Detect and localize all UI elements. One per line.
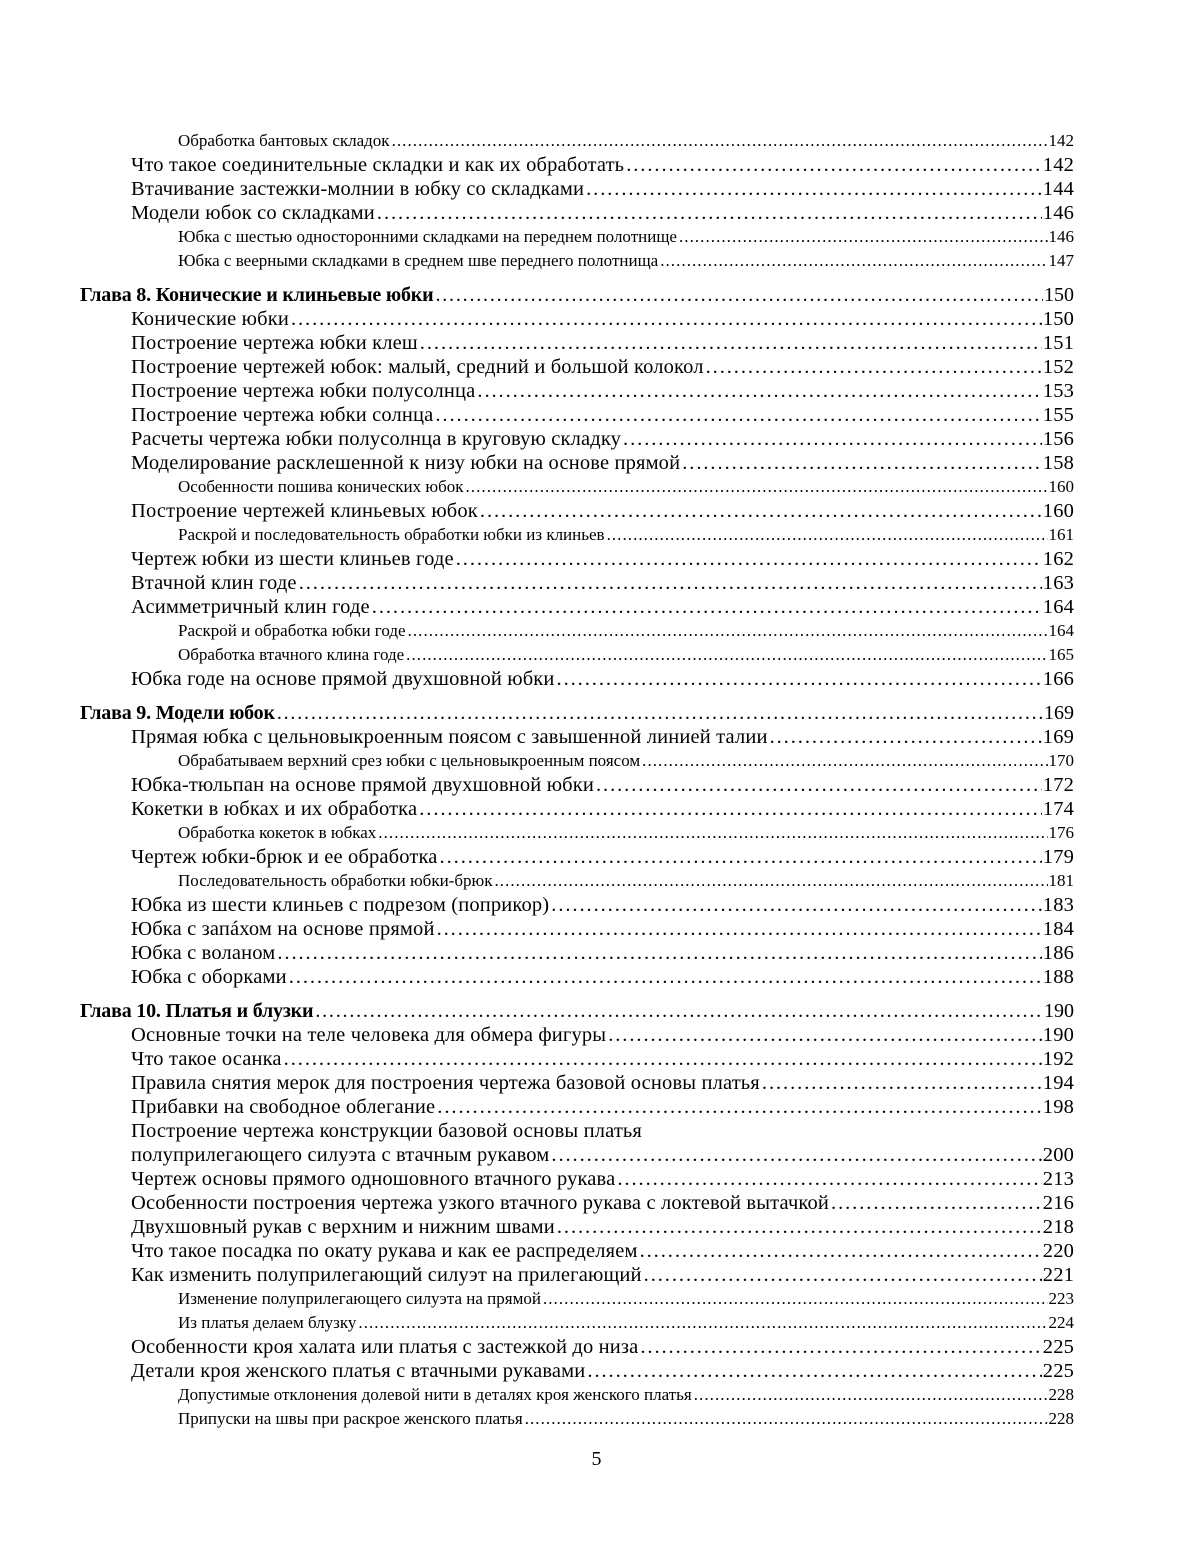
toc-leader-dots bbox=[456, 547, 1042, 571]
toc-entry[interactable] bbox=[131, 1263, 1074, 1287]
toc-entry[interactable] bbox=[178, 643, 1074, 667]
toc-entry-page: 158 bbox=[1042, 452, 1074, 474]
toc-entry-title: Юбка с веерными складками в среднем шве переднего полотнища bbox=[178, 251, 659, 270]
toc-leader-dots bbox=[607, 523, 1048, 547]
toc-entry-page: 147 bbox=[1048, 251, 1074, 270]
toc-entry[interactable] bbox=[131, 1119, 1074, 1143]
toc-leader-dots bbox=[477, 379, 1041, 403]
toc-entry-page: 156 bbox=[1042, 428, 1074, 450]
toc-leader-dots bbox=[419, 797, 1042, 821]
toc-leader-dots bbox=[277, 701, 1043, 725]
toc-entry-title: Чертеж юбки из шести клиньев годе bbox=[131, 548, 454, 570]
toc-leader-dots bbox=[408, 619, 1048, 643]
toc-entry-title: Основные точки на теле человека для обмера фигуры bbox=[131, 1024, 607, 1046]
toc-entry-page: 176 bbox=[1048, 823, 1074, 842]
toc-entry-page: 146 bbox=[1048, 227, 1074, 246]
toc-entry-page: 166 bbox=[1042, 668, 1074, 690]
toc-entry[interactable] bbox=[131, 571, 1074, 595]
toc-entry-title: Кокетки в юбках и их обработка bbox=[131, 798, 418, 820]
toc-leader-dots bbox=[372, 595, 1042, 619]
toc-entry-page: 198 bbox=[1042, 1096, 1074, 1118]
toc-entry-page: 160 bbox=[1048, 477, 1074, 496]
toc-entry[interactable] bbox=[131, 307, 1074, 331]
toc-entry-page: 172 bbox=[1042, 774, 1074, 796]
toc-leader-dots bbox=[770, 725, 1042, 749]
toc-leader-dots bbox=[406, 643, 1047, 667]
toc-leader-dots bbox=[437, 1095, 1042, 1119]
toc-entry-title: Конические юбки bbox=[131, 308, 289, 330]
toc-entry-page: 153 bbox=[1042, 380, 1074, 402]
toc-entry[interactable] bbox=[131, 595, 1074, 619]
toc-entry-page: 184 bbox=[1042, 918, 1074, 940]
toc-leader-dots bbox=[596, 773, 1042, 797]
toc-entry[interactable] bbox=[131, 177, 1074, 201]
toc-entry-page: 160 bbox=[1042, 500, 1074, 522]
toc-entry[interactable] bbox=[178, 619, 1074, 643]
toc-entry[interactable] bbox=[131, 547, 1074, 571]
toc-leader-dots bbox=[466, 475, 1048, 499]
toc-entry-page: 169 bbox=[1042, 726, 1074, 748]
toc-entry[interactable] bbox=[178, 129, 1074, 153]
toc-leader-dots bbox=[694, 1383, 1048, 1407]
toc-entry-title: Построение чертежа юбки солнца bbox=[131, 404, 434, 426]
toc-leader-dots bbox=[660, 249, 1047, 273]
toc-entry[interactable] bbox=[178, 523, 1074, 547]
toc-entry-page: 194 bbox=[1042, 1072, 1074, 1094]
toc-entry[interactable] bbox=[131, 773, 1074, 797]
toc-entry-title: Глава 9. Модели юбок bbox=[80, 702, 275, 724]
toc-entry[interactable] bbox=[131, 355, 1074, 379]
toc-entry-title: Юбка с воланом bbox=[131, 942, 276, 964]
toc-entry-page: 224 bbox=[1048, 1313, 1074, 1332]
toc-entry-title: Особенности пошива конических юбок bbox=[178, 477, 464, 496]
toc-entry[interactable] bbox=[131, 201, 1074, 225]
toc-leader-dots bbox=[284, 1047, 1042, 1071]
toc-entry-title: Особенности кроя халата или платья с застежкой до низа bbox=[131, 1336, 639, 1358]
toc-entry-title: Особенности построения чертежа узкого втачного рукава с локтевой вытачкой bbox=[131, 1192, 830, 1214]
toc-leader-dots bbox=[435, 283, 1043, 307]
toc-entry-page: 142 bbox=[1042, 154, 1074, 176]
toc-entry[interactable] bbox=[178, 249, 1074, 273]
toc-leader-dots bbox=[682, 451, 1042, 475]
toc-entry-page: 150 bbox=[1042, 308, 1074, 330]
toc-entry[interactable] bbox=[131, 451, 1074, 475]
toc-entry-title: Последовательность обработки юбки-брюк bbox=[178, 871, 493, 890]
toc-entry-page: 183 bbox=[1042, 894, 1074, 916]
toc-entry-title: Изменение полуприлегающего силуэта на прямой bbox=[178, 1289, 541, 1308]
toc-leader-dots bbox=[551, 893, 1042, 917]
toc-entry-title: Что такое осанка bbox=[131, 1048, 282, 1070]
toc-leader-dots bbox=[440, 845, 1042, 869]
toc-entry-page: 200 bbox=[1042, 1144, 1074, 1166]
toc-entry-page: 164 bbox=[1048, 621, 1074, 640]
toc-entry[interactable] bbox=[131, 797, 1074, 821]
toc-entry[interactable] bbox=[131, 379, 1074, 403]
toc-entry[interactable] bbox=[131, 917, 1074, 941]
toc-entry-page: 216 bbox=[1042, 1192, 1074, 1214]
toc-entry[interactable] bbox=[131, 403, 1074, 427]
toc-leader-dots bbox=[644, 1263, 1042, 1287]
toc-entry-page: 213 bbox=[1042, 1168, 1074, 1190]
toc-leader-dots bbox=[586, 177, 1042, 201]
toc-entry[interactable] bbox=[131, 427, 1074, 451]
toc-entry-page: 170 bbox=[1048, 751, 1074, 770]
toc-entry[interactable] bbox=[131, 1215, 1074, 1239]
toc-entry-title: Асимметричный клин годе bbox=[131, 596, 370, 618]
toc-entry-title: Раскрой и обработка юбки годе bbox=[178, 621, 406, 640]
toc-leader-dots bbox=[762, 1071, 1042, 1095]
toc-entry-page: 164 bbox=[1042, 596, 1074, 618]
toc-entry-title: Детали кроя женского платья с втачными рукавами bbox=[131, 1360, 586, 1382]
toc-entry-page: 144 bbox=[1042, 178, 1074, 200]
toc-leader-dots bbox=[706, 355, 1042, 379]
toc-chapter-entry[interactable] bbox=[80, 701, 1074, 725]
toc-entry-page: 225 bbox=[1042, 1336, 1074, 1358]
toc-leader-dots bbox=[623, 427, 1042, 451]
toc-entry-title: Чертеж юбки-брюк и ее обработка bbox=[131, 846, 438, 868]
toc-leader-dots bbox=[378, 821, 1047, 845]
toc-entry[interactable] bbox=[131, 1095, 1074, 1119]
toc-entry[interactable] bbox=[131, 331, 1074, 355]
toc-entry[interactable] bbox=[178, 1407, 1074, 1431]
toc-entry-title: Построение чертежа юбки клеш bbox=[131, 332, 418, 354]
toc-entry-title: Построение чертежа конструкции базовой основы платья bbox=[131, 1120, 643, 1142]
toc-entry[interactable] bbox=[131, 1143, 1074, 1167]
toc-leader-dots bbox=[587, 1359, 1041, 1383]
toc-entry-page: 186 bbox=[1042, 942, 1074, 964]
toc-entry[interactable] bbox=[178, 869, 1074, 893]
toc-entry-title: Модели юбок со складками bbox=[131, 202, 375, 224]
toc-entry-title: Построение чертежа юбки полусолнца bbox=[131, 380, 476, 402]
toc-entry-title: Юбка с шестью односторонними складками на переднем полотнище bbox=[178, 227, 677, 246]
toc-entry-page: 155 bbox=[1042, 404, 1074, 426]
toc-leader-dots bbox=[551, 1143, 1041, 1167]
page-number: 5 bbox=[591, 1448, 602, 1470]
toc-entry[interactable] bbox=[178, 749, 1074, 773]
toc-entry[interactable] bbox=[131, 667, 1074, 691]
toc-entry-title: Из платья делаем блузку bbox=[178, 1313, 357, 1332]
toc-leader-dots bbox=[543, 1287, 1048, 1311]
toc-entry[interactable] bbox=[178, 821, 1074, 845]
toc-entry-title: Прибавки на свободное облегание bbox=[131, 1096, 436, 1118]
toc-leader-dots bbox=[640, 1239, 1042, 1263]
toc-entry-title: Обработка кокеток в юбках bbox=[178, 823, 377, 842]
toc-entry-page: 174 bbox=[1042, 798, 1074, 820]
toc-entry-title: Обрабатываем верхний срез юбки с цельновыкроенным поясом bbox=[178, 751, 641, 770]
toc-leader-dots bbox=[299, 571, 1042, 595]
toc-entry-title: Допустимые отклонения долевой нити в деталях кроя женского платья bbox=[178, 1385, 692, 1404]
toc-entry-title: Обработка втачного клина годе bbox=[178, 645, 405, 664]
toc-entry[interactable] bbox=[178, 475, 1074, 499]
toc-entry-title: Юбка-тюльпан на основе прямой двухшовной юбки bbox=[131, 774, 594, 796]
toc-entry-title: Глава 10. Платья и блузки bbox=[80, 1000, 314, 1022]
toc-entry[interactable] bbox=[131, 1191, 1074, 1215]
toc-entry[interactable] bbox=[131, 1239, 1074, 1263]
toc-leader-dots bbox=[377, 201, 1042, 225]
toc-entry-page: 163 bbox=[1042, 572, 1074, 594]
toc-entry[interactable] bbox=[131, 1335, 1074, 1359]
toc-leader-dots bbox=[525, 1407, 1048, 1431]
toc-entry-page: 220 bbox=[1042, 1240, 1074, 1262]
toc-chapter-entry[interactable] bbox=[80, 283, 1074, 307]
toc-entry-page: 190 bbox=[1042, 1024, 1074, 1046]
toc-entry-page: 228 bbox=[1048, 1409, 1074, 1428]
toc-entry-page: 181 bbox=[1048, 871, 1074, 890]
toc-leader-dots bbox=[392, 129, 1048, 153]
toc-leader-dots bbox=[557, 1215, 1042, 1239]
toc-leader-dots bbox=[608, 1023, 1042, 1047]
toc-entry[interactable] bbox=[131, 499, 1074, 523]
toc-leader-dots bbox=[291, 307, 1042, 331]
toc-entry[interactable] bbox=[131, 893, 1074, 917]
toc-entry[interactable] bbox=[131, 1071, 1074, 1095]
toc-entry-title: Что такое посадка по окату рукава и как ее распределяем bbox=[131, 1240, 638, 1262]
toc-entry[interactable] bbox=[178, 225, 1074, 249]
toc-leader-dots bbox=[557, 667, 1042, 691]
toc-entry[interactable] bbox=[178, 1287, 1074, 1311]
toc-entry-title: Как изменить полуприлегающий силуэт на прилегающий bbox=[131, 1264, 642, 1286]
toc-entry[interactable] bbox=[131, 845, 1074, 869]
toc-entry-title: Обработка бантовых складок bbox=[178, 131, 390, 150]
table-of-contents bbox=[0, 129, 1193, 1431]
toc-entry[interactable] bbox=[131, 1047, 1074, 1071]
toc-leader-dots bbox=[640, 1335, 1041, 1359]
toc-entry-title: Правила снятия мерок для построения чертежа базовой основы платья bbox=[131, 1072, 760, 1094]
toc-entry[interactable] bbox=[131, 725, 1074, 749]
toc-entry-page: 179 bbox=[1042, 846, 1074, 868]
toc-entry[interactable] bbox=[131, 1167, 1074, 1191]
toc-entry-title: Построение чертежей клиньевых юбок bbox=[131, 500, 478, 522]
toc-entry-title: Построение чертежей юбок: малый, средний и большой колокол bbox=[131, 356, 704, 378]
toc-entry-title: Чертеж основы прямого одношовного втачного рукава bbox=[131, 1168, 616, 1190]
toc-entry-page: 151 bbox=[1042, 332, 1074, 354]
toc-entry-page: 162 bbox=[1042, 548, 1074, 570]
toc-entry-page: 146 bbox=[1042, 202, 1074, 224]
toc-leader-dots bbox=[437, 917, 1042, 941]
toc-leader-dots bbox=[679, 225, 1048, 249]
toc-entry-page: 150 bbox=[1044, 284, 1074, 306]
toc-leader-dots bbox=[617, 1167, 1041, 1191]
toc-chapter-entry[interactable] bbox=[80, 999, 1074, 1023]
toc-entry-page: 169 bbox=[1044, 702, 1074, 724]
toc-entry-title: Втачной клин годе bbox=[131, 572, 297, 594]
toc-entry[interactable] bbox=[131, 1023, 1074, 1047]
toc-entry-page: 190 bbox=[1044, 1000, 1074, 1022]
toc-leader-dots bbox=[289, 965, 1042, 989]
toc-entry-title: полуприлегающего силуэта с втачным рукавом bbox=[131, 1144, 550, 1166]
toc-entry-page: 192 bbox=[1042, 1048, 1074, 1070]
toc-entry-page: 165 bbox=[1048, 645, 1074, 664]
toc-entry-title: Прямая юбка с цельновыкроенным поясом с завышенной линией талии bbox=[131, 726, 768, 748]
toc-entry-title: Двухшовный рукав с верхним и нижним швами bbox=[131, 1216, 555, 1238]
toc-entry-page: 161 bbox=[1048, 525, 1074, 544]
toc-entry-title: Припуски на швы при раскрое женского платья bbox=[178, 1409, 523, 1428]
toc-entry-page: 152 bbox=[1042, 356, 1074, 378]
toc-entry-page: 223 bbox=[1048, 1289, 1074, 1308]
toc-entry-page: 228 bbox=[1048, 1385, 1074, 1404]
toc-entry-title: Моделирование расклешенной к низу юбки на основе прямой bbox=[131, 452, 681, 474]
toc-leader-dots bbox=[480, 499, 1042, 523]
toc-entry-page: 188 bbox=[1042, 966, 1074, 988]
toc-entry-page: 142 bbox=[1048, 131, 1074, 150]
toc-entry[interactable] bbox=[178, 1383, 1074, 1407]
toc-entry-title: Юбка из шести клиньев с подрезом (поприкор) bbox=[131, 894, 550, 916]
toc-entry-title: Глава 8. Конические и клиньевые юбки bbox=[80, 284, 434, 306]
toc-leader-dots bbox=[420, 331, 1042, 355]
toc-entry-page: 221 bbox=[1042, 1264, 1074, 1286]
toc-leader-dots bbox=[494, 869, 1047, 893]
toc-leader-dots bbox=[277, 941, 1041, 965]
toc-entry[interactable] bbox=[178, 1311, 1074, 1335]
toc-entry[interactable] bbox=[131, 153, 1074, 177]
toc-entry[interactable] bbox=[131, 1359, 1074, 1383]
toc-entry-title: Юбка с оборками bbox=[131, 966, 287, 988]
toc-leader-dots bbox=[315, 999, 1043, 1023]
toc-entry-page: 225 bbox=[1042, 1360, 1074, 1382]
toc-leader-dots bbox=[435, 403, 1041, 427]
toc-leader-dots bbox=[626, 153, 1042, 177]
toc-entry[interactable] bbox=[131, 965, 1074, 989]
toc-entry-title: Втачивание застежки-молнии в юбку со складками bbox=[131, 178, 585, 200]
toc-leader-dots bbox=[831, 1191, 1042, 1215]
toc-entry-title: Раскрой и последовательность обработки юбки из клиньев bbox=[178, 525, 605, 544]
toc-entry-title: Расчеты чертежа юбки полусолнца в круговую складку bbox=[131, 428, 622, 450]
toc-entry-title: Юбка годе на основе прямой двухшовной юбки bbox=[131, 668, 555, 690]
toc-entry-title: Что такое соединительные складки и как их обработать bbox=[131, 154, 625, 176]
toc-leader-dots bbox=[642, 749, 1047, 773]
toc-entry-title: Юбка с запáхом на основе прямой bbox=[131, 918, 435, 940]
toc-entry[interactable] bbox=[131, 941, 1074, 965]
toc-entry-page: 218 bbox=[1042, 1216, 1074, 1238]
toc-leader-dots bbox=[358, 1311, 1047, 1335]
